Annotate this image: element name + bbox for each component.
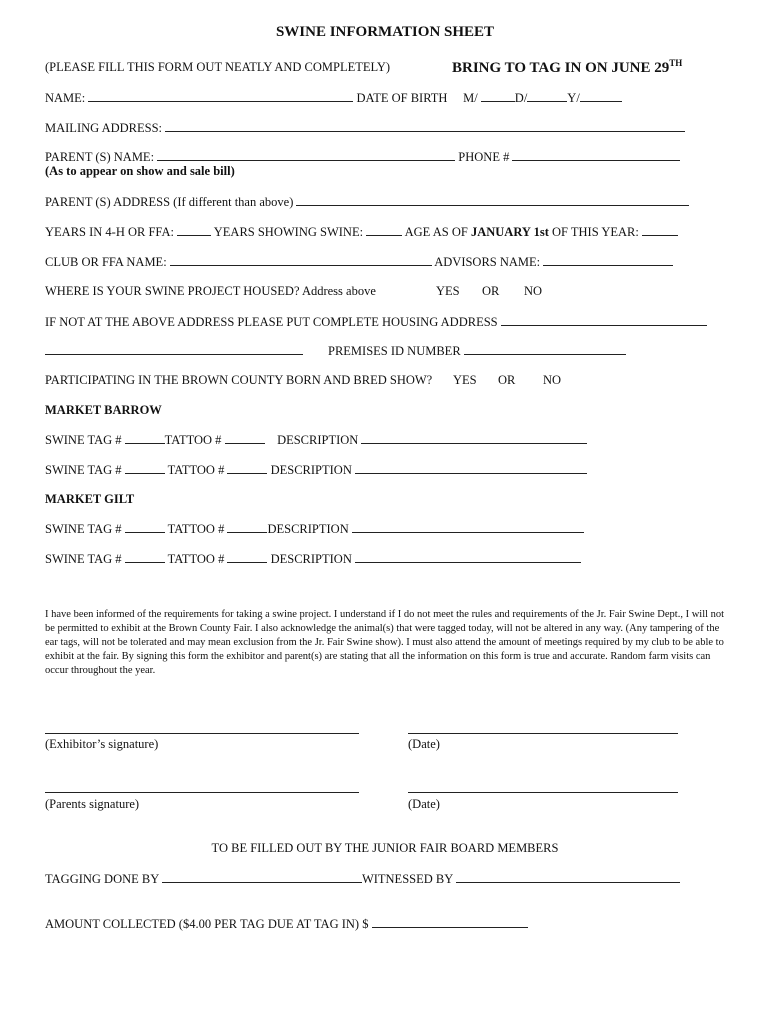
- dob-day-field[interactable]: [527, 89, 567, 102]
- parent-address-row: [45, 193, 689, 210]
- parents-date-label: (Date): [408, 797, 440, 811]
- barrow-1-tattoo-field[interactable]: [225, 431, 265, 444]
- parent-name-field[interactable]: [157, 148, 455, 161]
- barrow-2-tag-field[interactable]: [125, 461, 165, 474]
- parent-name-note: (As to appear on show and sale bill): [45, 164, 235, 178]
- exhibitor-signature-label: (Exhibitor’s signature): [45, 737, 159, 751]
- club-row: [45, 253, 673, 270]
- witnessed-label: WITNESSED BY: [361, 872, 453, 886]
- parent-address-field[interactable]: [296, 193, 689, 206]
- board-heading: TO BE FILLED OUT BY THE JUNIOR FAIR BOARD MEMBERS: [211, 841, 559, 855]
- premises-label: PREMISES ID NUMBER: [328, 344, 461, 358]
- parents-date-line[interactable]: [408, 792, 678, 793]
- advisors-field[interactable]: [543, 253, 673, 266]
- tagging-row: [45, 870, 680, 887]
- instructions: (PLEASE FILL THIS FORM OUT NEATLY AND COMPLETELY): [45, 60, 391, 74]
- name-label: NAME:: [45, 91, 86, 105]
- years-4h-label: YEARS IN 4-H OR FFA:: [45, 225, 174, 239]
- name-field[interactable]: [88, 89, 353, 102]
- mailing-field[interactable]: [165, 119, 685, 132]
- exhibitor-date-line[interactable]: [408, 733, 678, 734]
- premises-row: [45, 342, 626, 359]
- housed-no[interactable]: NO: [524, 284, 543, 298]
- age-date: JANUARY 1st: [470, 225, 549, 239]
- housing-address-field[interactable]: [501, 313, 707, 326]
- dob-label: DATE OF BIRTH: [356, 91, 448, 105]
- market-gilt-heading: MARKET GILT: [45, 492, 135, 506]
- housing-address-row: [45, 313, 707, 330]
- exhibitor-date-label: (Date): [408, 737, 440, 751]
- gilt-1-description-field[interactable]: [352, 520, 584, 533]
- gilt-1-tattoo-field[interactable]: [227, 520, 267, 533]
- name-row: NAME: DATE OF BIRTH M/ D/ Y/: [45, 89, 622, 106]
- age-label: AGE AS OF: [404, 225, 468, 239]
- tagging-field[interactable]: [162, 870, 362, 883]
- age-field[interactable]: [642, 223, 678, 236]
- gilt-2-tag-field[interactable]: [125, 550, 165, 563]
- housing-address-label: IF NOT AT THE ABOVE ADDRESS PLEASE PUT COMPLETE HOUSING ADDRESS: [45, 315, 498, 329]
- phone-label: PHONE #: [458, 150, 510, 164]
- barrow-2-tattoo-field[interactable]: [227, 461, 267, 474]
- witnessed-field[interactable]: [456, 870, 680, 883]
- barrow-1-description-field[interactable]: [361, 431, 587, 444]
- phone-field[interactable]: [512, 148, 680, 161]
- form-title: SWINE INFORMATION SHEET: [275, 24, 495, 40]
- gilt-2-tattoo-field[interactable]: [227, 550, 267, 563]
- years-row: YEARS IN 4-H OR FFA: YEARS SHOWING SWINE: AGE AS OF JANUARY 1st OF THIS YEAR:: [45, 223, 678, 240]
- agreement-paragraph: I have been informed of the requirements for taking a swine project. I understand if I do not meet the rules and requirements of the Jr. Fair Swine Dept., I will not be permitted to exhibit at the Brown County Fair. I also acknowledge the animal(s) that were tagged today, will not be altered in any way. (Any tampering of the ear tags, will not be tolerated and may mean exclusion from the Jr. Fair Swine show). I must also attend the amount of meetings required by my club to be able to exhibit at the fair. By signing this form the exhibitor and parent(s) are stating that all the information on this form is true and accurate. Random farm visits can occur throughout the year.: [45, 609, 725, 676]
- exhibitor-signature-line[interactable]: [45, 733, 359, 734]
- years-showing-field[interactable]: [366, 223, 402, 236]
- housed-yes[interactable]: YES: [436, 284, 460, 298]
- advisors-label: ADVISORS NAME:: [434, 255, 541, 269]
- housed-question: WHERE IS YOUR SWINE PROJECT HOUSED? Address above: [45, 284, 376, 298]
- amount-field[interactable]: [372, 915, 528, 928]
- parents-signature-label: (Parents signature): [45, 797, 140, 811]
- barrow-row-2: SWINE TAG # TATTOO # DESCRIPTION: [45, 461, 587, 478]
- amount-row: [45, 915, 528, 932]
- parent-name-label: PARENT (S) NAME:: [45, 150, 155, 164]
- barrow-2-description-field[interactable]: [355, 461, 587, 474]
- club-field[interactable]: [170, 253, 432, 266]
- club-label: CLUB OR FFA NAME:: [45, 255, 167, 269]
- tagging-label: TAGGING DONE BY: [45, 872, 159, 886]
- mailing-row: [45, 119, 685, 136]
- bring-to-tag-notice: BRING TO TAG IN ON JUNE 29TH: [452, 58, 683, 76]
- housing-address-field-2[interactable]: [45, 342, 303, 355]
- gilt-row-1: SWINE TAG # TATTOO # DESCRIPTION: [45, 520, 584, 537]
- born-bred-or: OR: [498, 373, 516, 387]
- born-bred-no[interactable]: NO: [543, 373, 562, 387]
- gilt-row-2: SWINE TAG # TATTOO # DESCRIPTION: [45, 550, 581, 567]
- years-showing-label: YEARS SHOWING SWINE:: [213, 225, 364, 239]
- market-barrow-heading: MARKET BARROW: [45, 403, 162, 417]
- amount-label: AMOUNT COLLECTED ($4.00 PER TAG DUE AT TAG IN) $: [45, 917, 369, 931]
- dob-month-field[interactable]: [481, 89, 515, 102]
- born-bred-yes[interactable]: YES: [453, 373, 477, 387]
- mailing-label: MAILING ADDRESS:: [45, 121, 163, 135]
- gilt-2-description-field[interactable]: [355, 550, 581, 563]
- years-4h-field[interactable]: [177, 223, 211, 236]
- born-bred-question: PARTICIPATING IN THE BROWN COUNTY BORN AND BRED SHOW?: [45, 373, 433, 387]
- parents-signature-line[interactable]: [45, 792, 359, 793]
- gilt-1-tag-field[interactable]: [125, 520, 165, 533]
- barrow-row-1: SWINE TAG # TATTOO # DESCRIPTION: [45, 431, 587, 448]
- dob-year-field[interactable]: [580, 89, 622, 102]
- barrow-1-tag-field[interactable]: [125, 431, 165, 444]
- housed-or: OR: [482, 284, 500, 298]
- premises-field[interactable]: [464, 342, 626, 355]
- parent-address-label: PARENT (S) ADDRESS (If different than above): [45, 195, 294, 209]
